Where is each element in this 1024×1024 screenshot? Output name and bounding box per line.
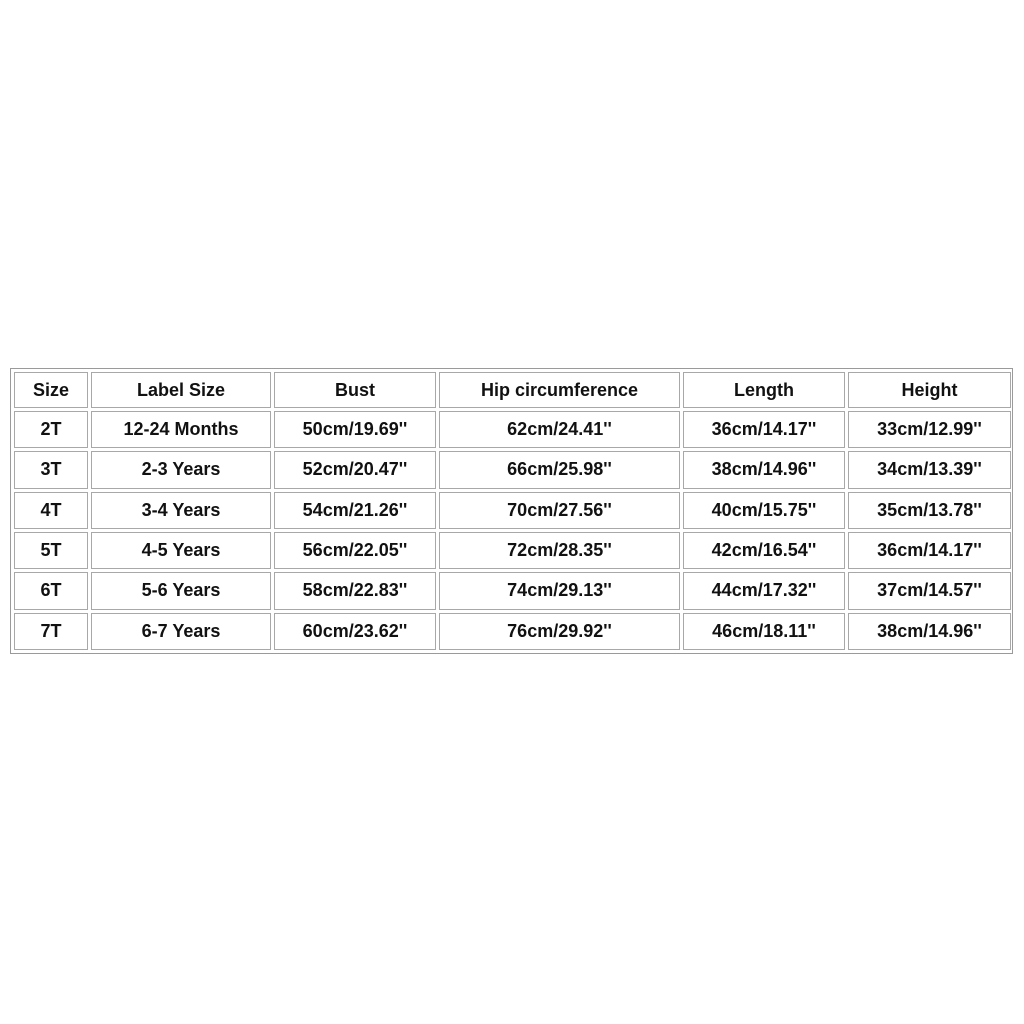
- cell-length: 40cm/15.75'': [683, 492, 845, 529]
- cell-hip: 76cm/29.92'': [439, 613, 680, 650]
- cell-bust: 56cm/22.05'': [274, 532, 436, 569]
- cell-height: 38cm/14.96'': [848, 613, 1011, 650]
- cell-height: 33cm/12.99'': [848, 411, 1011, 448]
- cell-hip: 74cm/29.13'': [439, 572, 680, 609]
- column-header-length: Length: [683, 372, 845, 408]
- cell-hip: 72cm/28.35'': [439, 532, 680, 569]
- cell-label-size: 6-7 Years: [91, 613, 271, 650]
- table-row: [14, 451, 1011, 488]
- cell-height: 37cm/14.57'': [848, 572, 1011, 609]
- cell-length: 36cm/14.17'': [683, 411, 845, 448]
- cell-size: 4T: [14, 492, 88, 529]
- cell-size: 7T: [14, 613, 88, 650]
- size-chart: [10, 368, 1013, 654]
- table-row: [14, 572, 1011, 609]
- cell-bust: 54cm/21.26'': [274, 492, 436, 529]
- cell-length: 42cm/16.54'': [683, 532, 845, 569]
- cell-bust: 50cm/19.69'': [274, 411, 436, 448]
- cell-height: 35cm/13.78'': [848, 492, 1011, 529]
- cell-size: 3T: [14, 451, 88, 488]
- cell-bust: 58cm/22.83'': [274, 572, 436, 609]
- table-row: [14, 492, 1011, 529]
- cell-label-size: 3-4 Years: [91, 492, 271, 529]
- cell-label-size: 2-3 Years: [91, 451, 271, 488]
- column-header-label-size: Label Size: [91, 372, 271, 408]
- size-chart-table: [11, 369, 1014, 653]
- cell-length: 38cm/14.96'': [683, 451, 845, 488]
- column-header-hip: Hip circumference: [439, 372, 680, 408]
- cell-hip: 70cm/27.56'': [439, 492, 680, 529]
- table-row: [14, 411, 1011, 448]
- table-row: [14, 613, 1011, 650]
- cell-height: 36cm/14.17'': [848, 532, 1011, 569]
- column-header-height: Height: [848, 372, 1011, 408]
- cell-hip: 62cm/24.41'': [439, 411, 680, 448]
- cell-size: 5T: [14, 532, 88, 569]
- cell-label-size: 4-5 Years: [91, 532, 271, 569]
- cell-bust: 52cm/20.47'': [274, 451, 436, 488]
- cell-length: 46cm/18.11'': [683, 613, 845, 650]
- column-header-size: Size: [14, 372, 88, 408]
- cell-hip: 66cm/25.98'': [439, 451, 680, 488]
- cell-size: 2T: [14, 411, 88, 448]
- cell-bust: 60cm/23.62'': [274, 613, 436, 650]
- cell-label-size: 5-6 Years: [91, 572, 271, 609]
- cell-size: 6T: [14, 572, 88, 609]
- column-header-bust: Bust: [274, 372, 436, 408]
- cell-height: 34cm/13.39'': [848, 451, 1011, 488]
- cell-length: 44cm/17.32'': [683, 572, 845, 609]
- header-row: [14, 372, 1011, 408]
- cell-label-size: 12-24 Months: [91, 411, 271, 448]
- table-row: [14, 532, 1011, 569]
